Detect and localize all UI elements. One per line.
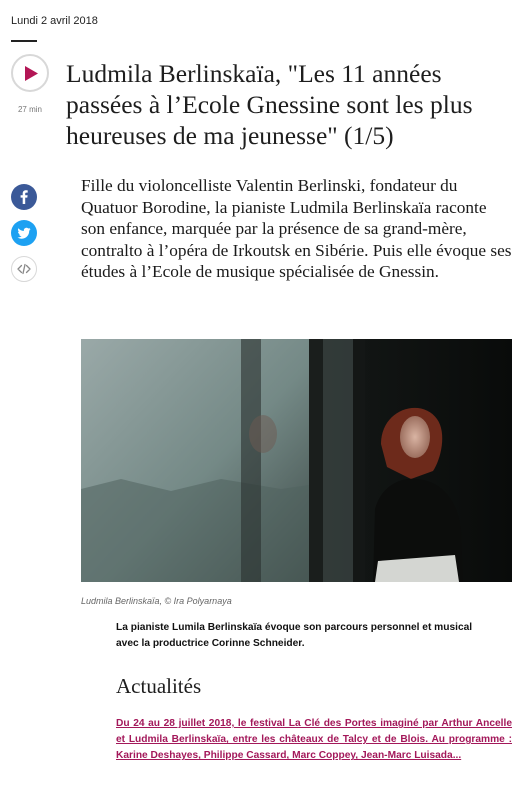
date-label: Lundi 2 avril 2018 <box>11 15 98 27</box>
episode-summary: La pianiste Lumila Berlinskaïa évoque son parcours personnel et musical avec la productrice Corinne Schneider. <box>116 622 473 649</box>
date-divider <box>11 40 37 42</box>
episode-lead: Fille du violoncelliste Valentin Berlinski, fondateur du Quatuor Borodine, la pianiste Ludmila Berlinskaïa raconte son enfance, marquée par la présence de sa grand-mère, contralto à l’opéra de Irkoutsk en Sibérie. Puis elle évoque ses études à l’Ecole de musique spécialisée de Gnessin. <box>81 176 512 282</box>
news-link[interactable]: Du 24 au 28 juillet 2018, le festival La Clé des Portes imaginé par Arthur Ancelle et Ludmila Berlinskaïa, entre les châteaux de Talcy et de Blois. Au programme : Karine Deshayes, Philippe Cassard, Marc Coppey, Jean-Marc Luisada... <box>116 718 512 762</box>
embed-icon <box>12 257 36 281</box>
news-section-title: Actualités <box>116 674 202 698</box>
play-button[interactable] <box>11 54 49 92</box>
facebook-share-button[interactable] <box>11 184 37 210</box>
photo-caption: Ludmila Berlinskaïa, © Ira Polyarnaya <box>81 596 232 606</box>
page-title: Ludmila Berlinskaïa, "Les 11 années passées à l’Ecole Gnessine sont les plus heureuses de ma jeunesse" (1/5) <box>66 59 473 150</box>
twitter-icon <box>11 220 37 246</box>
episode-duration: 27 min <box>17 105 42 114</box>
play-icon <box>23 65 39 82</box>
facebook-icon <box>11 184 37 210</box>
twitter-share-button[interactable] <box>11 220 37 246</box>
episode-photo <box>81 339 512 582</box>
embed-share-button[interactable] <box>11 256 37 282</box>
